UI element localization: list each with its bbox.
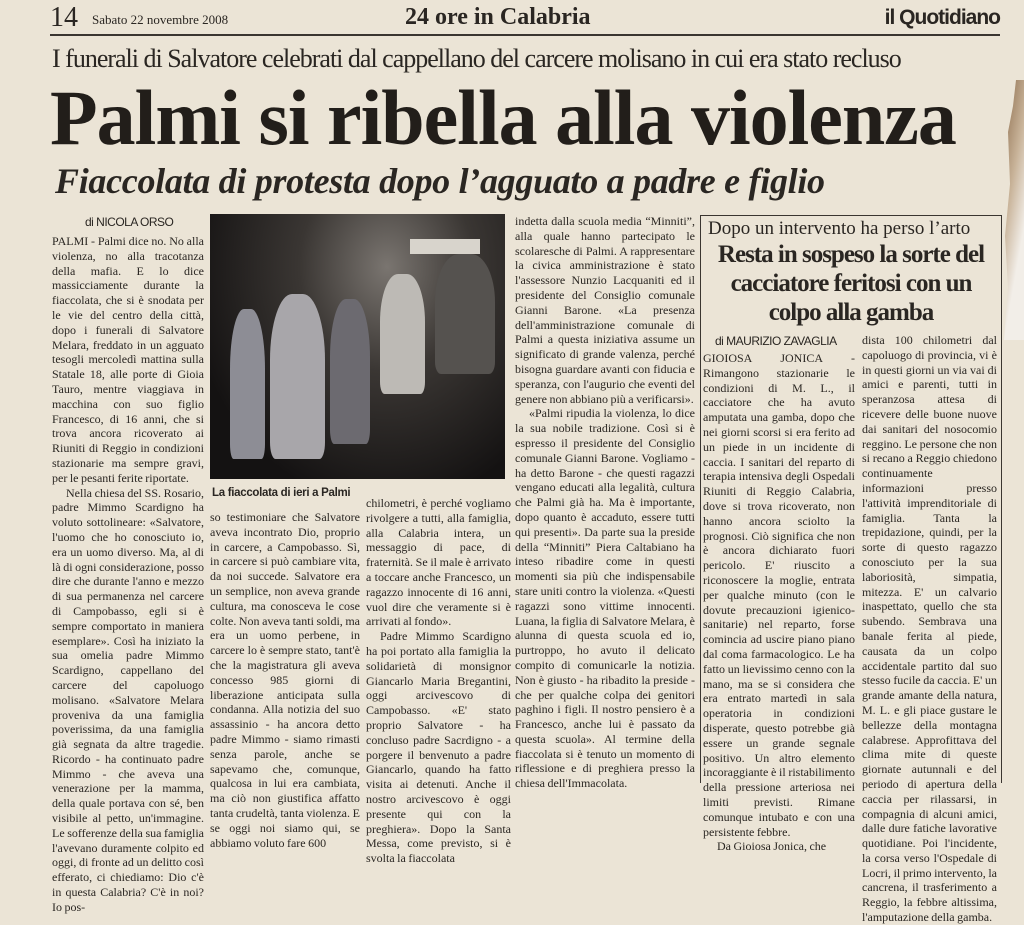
sidebar-byline: di MAURIZIO ZAVAGLIA [715, 334, 837, 348]
paragraph: Nella chiesa del SS. Rosario, padre Mimmo Scardigno ha voluto sottolineare: «Salvatore, l'uomo che ho conosciuto io, era un uomo diverso. Ma, al di là di ogni considerazione, posso dire che durante l'anno e mezzo di sua permanenza nel carcere di Campobasso, egli si è sempre comportato in maniera esemplare». Così ha iniziato la sua omelia padre Mimmo Scardigno, cappellano del carcere del capoluogo molisano. «Salvatore Melara proveniva da una famiglia poverissima, da una famiglia già segnata da altre tragedie. Ricordo - ha continuato padre Mimmo - che aveva una venerazione per la mamma, della quale portava con sé, ben visibile al petto, un'immagine. Le sofferenze della sua famiglia l'avevano duramente colpito ed oggi, di fronte ad un delitto così efferato, ci chiediamo: Dio c'è in questa Calabria? C'è in noi? Io pos- [52, 485, 204, 914]
paragraph: so testimoniare che Salvatore aveva incontrato Dio, proprio in carcere, a Campobasso. Sì, in carcere si può cambiare vita, da noi succede. Salvatore era un semplice, non aveva grande cultura, ma conosceva le cose colte. Non aveva tanti soldi, ma era un uomo perbene, in carcere lo è sempre stato, tant'è che la magistratura gli aveva concesso 985 giorni di liberazione anticipata sulla condanna. Alla notizia del suo assassinio - ha ancora detto padre Mimmo - siamo rimasti senza parole, anche se sapevamo che, comunque, qualcosa in lui era cambiata, ma ciò non giustifica affatto tanta crudeltà, tanta violenza. E se oggi noi siamo qui, se abbiamo voluto fare 600 [210, 510, 360, 850]
article-column-2 [210, 510, 360, 850]
article-photo [210, 214, 505, 479]
page-header [50, 0, 1000, 36]
newspaper-logo: il Quotidiano [884, 6, 1000, 29]
paragraph: indetta dalla scuola media “Minniti”, alla quale hanno partecipato le scolaresche di Palmi. A rappresentare la civica amministrazione è stato l'assessore Nunzio Lacquaniti ed il presidente del Consiglio comunale Gianni Barone. «La presenza dell'amministrazione comunale di Palmi a questa iniziativa assume un significato di grande valenza, perché bisogna guardare avanti con fiducia e speranza, con l'augurio che eventi del genere non abbiano più a verificarsi». [515, 214, 695, 406]
paragraph: PALMI - Palmi dice no. No alla violenza, no alla tracotanza della mafia. E lo dice massicciamente durante la fiaccolata, che si è snodata per le vie del centro della città, dopo i funerali di Salvatore Melara, freddato in un agguato tesogli mercoledì mattina sulla Statale 18, alle porte di Gioia Tauro, mentre viaggiava in macchina con suo figlio Francesco, di 16 anni, che si trova ancora ricoverato ai Riuniti di Reggio in condizioni stazionarie ma sempre gravi, per le pesanti ferite riportate. [52, 234, 204, 485]
section-title: 24 ore in Calabria [405, 4, 591, 30]
sidebar-headline: Resta in sospeso la sorte del cacciatore feritosi con un colpo alla gamba [717, 241, 985, 326]
sidebar-kicker: Dopo un intervento ha perso l’arto [708, 218, 971, 239]
issue-date: Sabato 22 novembre 2008 [92, 12, 229, 27]
paragraph: «Palmi ripudia la violenza, lo dice la sua nobile tradizione. Così si è espresso il presidente del Consiglio comunale Gianni Barone. Vogliamo - ha detto Barone - che questi ragazzi vengano educati alla legalità, cultura che Palmi già ha. Ma è importante, dopo quanto è accaduto, essere tutti qui presenti». Da parte sua la preside della “Minniti” Piera Caltabiano ha inteso ribadire come in questi momenti sia più che indispensabile stare uniti contro la violenza. «Questi ragazzi sono vittime innocenti. Luana, la figlia di Salvatore Melara, è alunna di questa scuola ed io, purtroppo, ho avuto il delicato compito di comunicarle la notizia. Non è giusto - ha ribadito la preside - che per qualche colpa dei genitori paghino i figli. Il nostro pensiero è a Francesco, anche lui è passato da questa scuola». Al termine della fiaccolata si è tenuto un momento di riflessione e di preghiera presso la chiesa dell'Immacolata. [515, 406, 695, 791]
paragraph: GIOIOSA JONICA - Rimangono stazionarie le condizioni di M. L., il cacciatore che ha avuto amputata una gamba, dopo che nei giorni scorsi si era ferito ad un piede in un incidente di caccia. I sanitari del reparto di terapia intensiva degli Ospedali Riuniti di Reggio Calabria, dove si trova ricoverato, non hanno ancora sciolto la prognosi. Ciò significa che non è ancora dichiarato fuori pericolo. E' riuscito a riconoscere la moglie, entrata per qualche minuto (con le dovute precauzioni igienico-sanitarie) nel reparto, forse comincia ad uscire piano piano dal coma farmacologico. Le ha fatto un lievissimo cenno con la mano, ma se si considera che era entrato martedì in sala operatoria in condizioni disperate, questo potrebbe già essere un grande segnale positivo. Un altro elemento incoraggiante è il ristabilimento della pressione arteriosa nei limiti previsti. Rimane comunque intubato e con una persistente febbre. [703, 351, 855, 839]
paragraph: Padre Mimmo Scardigno ha poi portato alla famiglia la solidarietà di monsignor Giancarlo Maria Bregantini, oggi arcivescovo di Campobasso. «E' stato proprio Salvatore - ha concluso padre Sacrdigno - a porgere il benvenuto a padre Giancarlo, quando ha fatto visita ai detenuti. Anche il nostro arcivescovo è oggi presente qui con la preghiera». Dopo la Santa Messa, come previsto, si è svolta la fiaccolata [366, 629, 511, 866]
torn-paper-edge [1004, 80, 1024, 340]
sidebar-column-1 [703, 351, 855, 854]
article-subtitle: Fiaccolata di protesta dopo l’agguato a padre e figlio [55, 161, 825, 201]
page-number: 14 [50, 2, 78, 33]
article-byline: di NICOLA ORSO [85, 215, 174, 229]
article-column-4 [515, 214, 695, 791]
photo-caption: La fiaccolata di ieri a Palmi [212, 487, 351, 499]
article-headline: Palmi si ribella alla violenza [50, 74, 956, 161]
paragraph: chilometri, è perché vogliamo rivolgere a tutti, alla famiglia, alla Calabria intera, un messaggio di pace, di fraternità. Se il male è arrivato a toccare anche Francesco, un ragazzo innocente di 16 anni, vuol dire che veramente si è arrivati al fondo». [366, 496, 511, 629]
article-column-1 [52, 234, 204, 915]
paragraph: dista 100 chilometri dal capoluogo di provincia, vi è in questi giorni un via vai di amici e parenti, tutti in speranzosa attesa di ricevere delle buone nuove dai sanitari del nosocomio reggino. Le persone che non si recano a Reggio chiedono continuamente informazioni presso l'attività imprenditoriale di famiglia. Tanta la trepidazione, quindi, per la sorte di questo ragazzo conosciuto per la sua laboriosità, simpatia, mitezza. E' un calvario inaspettato, quello che sta subendo. Sembrava una banale ferita al piede, causata da un colpo accidentale partito dal suo stesso fucile da caccia. E' un grande amante della natura, M. L. e gli piace gustare le bellezze della montagna calabrese. Approfittava del clima mite di queste giornate autunnali e del periodo di apertura della caccia per rilassarsi, in compagnia di alcuni amici, dalle dure fatiche lavorative quotidiane. Poi l'incidente, la corsa verso l'Ospedale di Locri, il primo intervento, la cancrena, il trasferimento a Reggio, la febbre altissima, l'amputazione della gamba. [862, 333, 997, 925]
article-kicker: I funerali di Salvatore celebrati dal cappellano del carcere molisano in cui era stato recluso [52, 44, 901, 73]
article-column-3 [366, 496, 511, 866]
paragraph: Da Gioiosa Jonica, che [717, 839, 827, 854]
sidebar-column-2 [862, 333, 997, 925]
